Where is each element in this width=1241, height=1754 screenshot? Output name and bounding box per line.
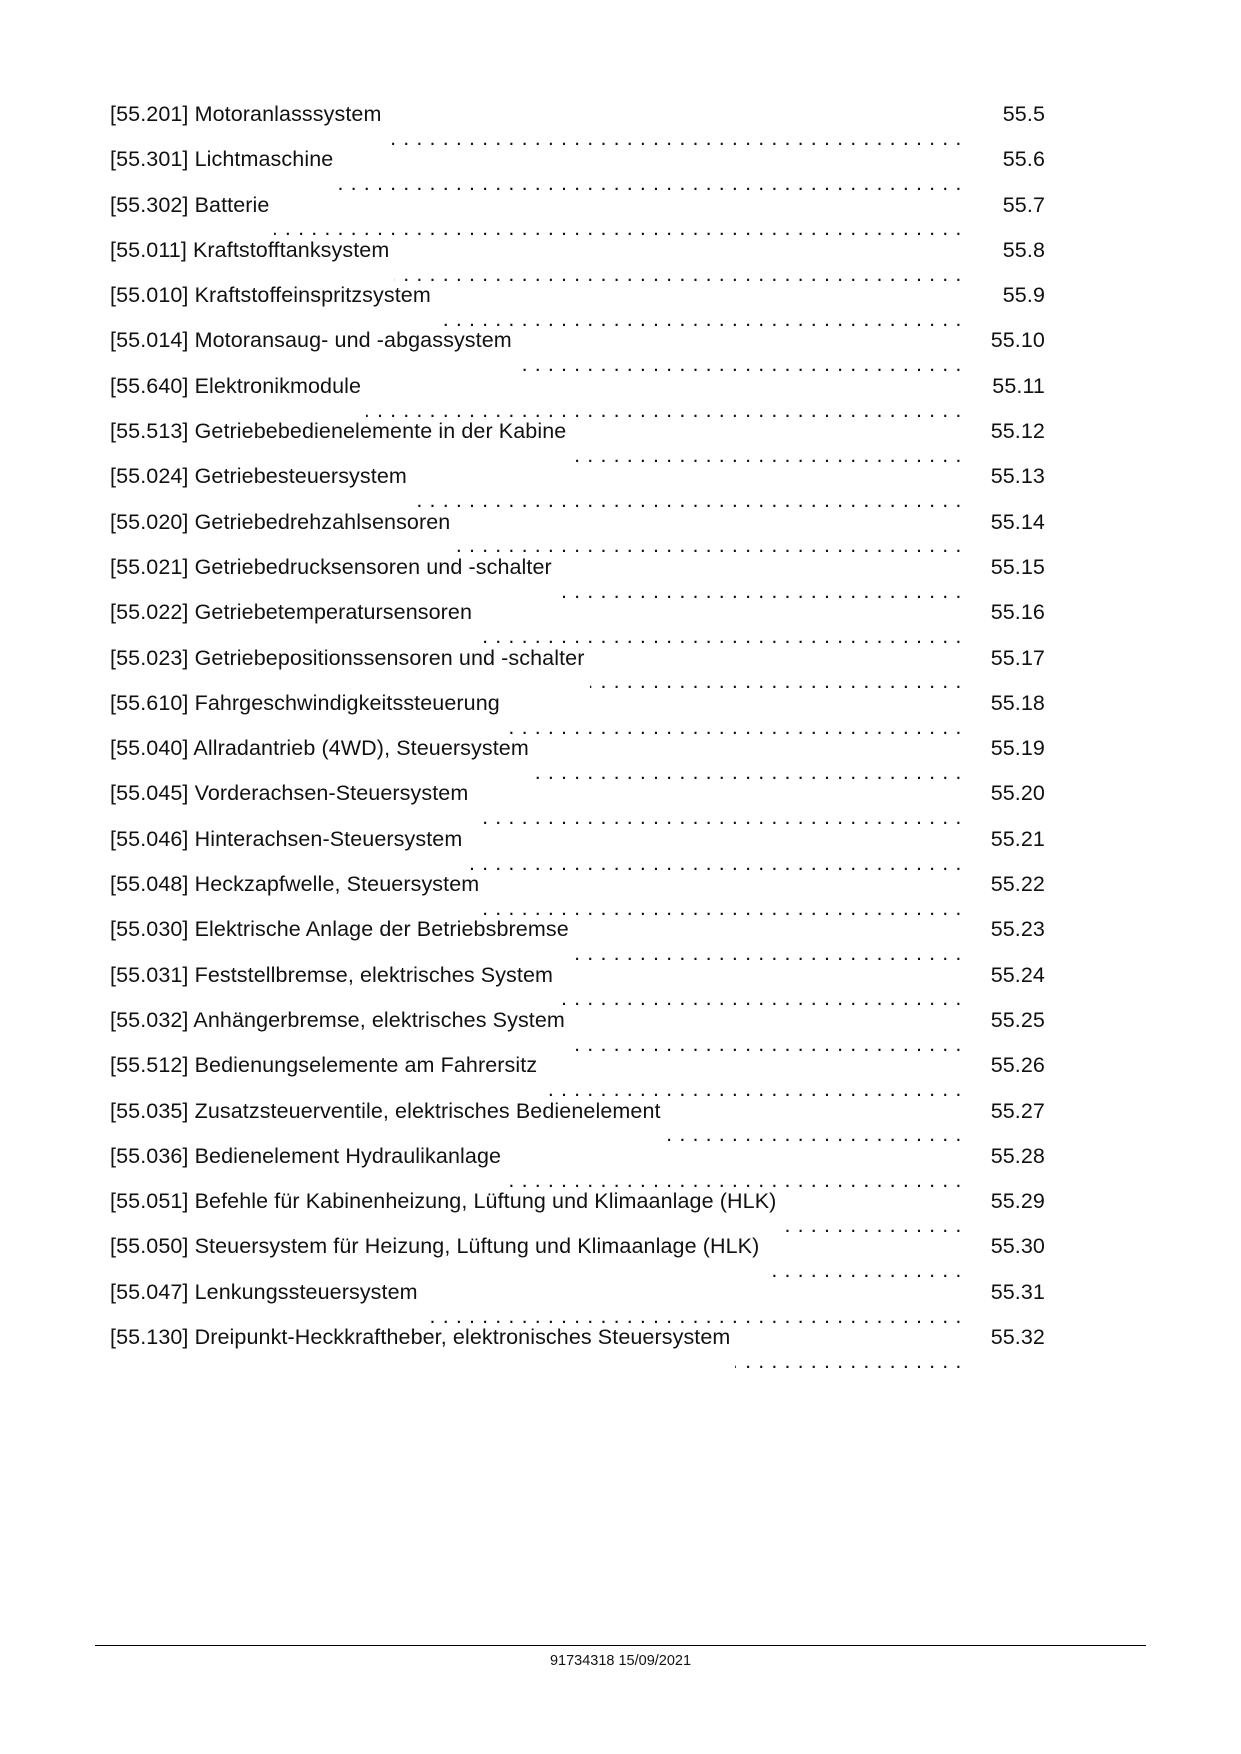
toc-leader-dots — [477, 626, 962, 648]
toc-leader-dots — [557, 581, 962, 603]
toc-entry-page-number: 55.16 — [990, 600, 1045, 625]
toc-entry[interactable] — [110, 466, 1045, 511]
toc-entry-page-number: 55.23 — [990, 917, 1045, 942]
toc-entry-label: [55.050] Steuersystem für Heizung, Lüftung und Klimaanlage (HLK) — [110, 1234, 760, 1259]
toc-entry-label: [55.023] Getriebepositionssensoren und -schalter — [110, 645, 585, 670]
toc-entry-page-number: 55.25 — [990, 1007, 1045, 1032]
toc-entry[interactable] — [110, 1279, 1045, 1327]
toc-leader-dots — [467, 853, 962, 875]
toc-entry-page-number: 55.29 — [990, 1189, 1045, 1214]
toc-entry[interactable] — [110, 1327, 1045, 1372]
toc-leader-dots — [505, 717, 962, 739]
toc-leader-dots — [558, 988, 962, 1010]
toc-entry-page-number: 55.30 — [990, 1234, 1045, 1259]
toc-entry[interactable] — [110, 738, 1045, 783]
toc-entry-page-number: 55.27 — [990, 1098, 1045, 1123]
toc-entry-label: [55.010] Kraftstoffeinspritzsystem — [110, 283, 431, 308]
toc-entry[interactable] — [110, 285, 1045, 330]
toc-entry-label: [55.046] Hinterachsen-Steuersystem — [110, 826, 463, 851]
toc-entry-label: [55.047] Lenkungssteuersystem — [110, 1279, 418, 1304]
toc-leader-dots — [764, 1260, 962, 1282]
toc-entry-label: [55.640] Elektronikmodule — [110, 373, 362, 398]
toc-leader-dots — [542, 1079, 962, 1101]
toc-entry-page-number: 55.32 — [990, 1325, 1045, 1350]
toc-entry[interactable] — [110, 1007, 1045, 1055]
toc-entry-label: [55.610] Fahrgeschwindigkeitssteuerung — [110, 690, 500, 715]
toc-entry[interactable] — [110, 104, 1045, 149]
toc-leader-dots — [274, 218, 962, 240]
toc-entry-page-number: 55.26 — [990, 1053, 1045, 1078]
toc-entry-page-number: 55.21 — [990, 826, 1045, 851]
toc-entry[interactable] — [110, 421, 1045, 466]
toc-entry-page-number: 55.6 — [1002, 147, 1045, 172]
toc-leader-dots — [423, 1306, 962, 1328]
toc-leader-dots — [386, 128, 962, 150]
toc-entry[interactable] — [110, 1191, 1045, 1236]
footer-divider — [95, 1645, 1146, 1646]
toc-entry-label: [55.020] Getriebedrehzahlsensoren — [110, 509, 451, 534]
toc-entry-label: [55.011] Kraftstofftanksystem — [110, 237, 390, 262]
toc-entry-label: [55.130] Dreipunkt-Heckkraftheber, elektronisches Steuersystem — [110, 1325, 731, 1350]
toc-entry[interactable] — [110, 962, 1045, 1010]
footer-text: 91734318 15/09/2021 — [549, 1652, 692, 1669]
toc-entry-label: [55.513] Getriebebedienelemente in der Kabine — [110, 419, 567, 444]
toc-entry[interactable] — [110, 1098, 1045, 1146]
toc-leader-dots — [781, 1215, 962, 1237]
toc-entry-page-number: 55.28 — [990, 1143, 1045, 1168]
toc-entry[interactable] — [110, 645, 1045, 693]
toc-leader-dots — [436, 309, 962, 331]
toc-entry-label: [55.030] Elektrische Anlage der Betriebsbremse — [110, 917, 569, 942]
toc-entry-label: [55.201] Motoranlasssystem — [110, 102, 382, 126]
toc-entry[interactable] — [110, 149, 1045, 194]
toc-entry-label: [55.045] Vorderachsen-Steuersystem — [110, 781, 469, 806]
toc-entry-label: [55.301] Lichtmaschine — [110, 147, 334, 172]
toc-entry-page-number: 55.14 — [990, 509, 1045, 534]
toc-entry-page-number: 55.13 — [990, 464, 1045, 489]
toc-entry-label: [55.048] Heckzapfwelle, Steuersystem — [110, 872, 480, 897]
toc-leader-dots — [590, 671, 962, 693]
toc-entry-page-number: 55.17 — [990, 645, 1045, 670]
toc-leader-dots — [570, 1034, 962, 1056]
toc-entry[interactable] — [110, 1236, 1045, 1281]
toc-entry-label: [55.040] Allradantrieb (4WD), Steuersystem — [110, 736, 529, 761]
toc-entry[interactable] — [110, 554, 1045, 602]
toc-leader-dots — [666, 1124, 962, 1146]
toc-leader-dots — [338, 173, 962, 195]
toc-entry-page-number: 55.11 — [992, 373, 1045, 398]
toc-entry-page-number: 55.31 — [990, 1279, 1045, 1304]
toc-entry-page-number: 55.22 — [990, 872, 1045, 897]
toc-leader-dots — [473, 807, 962, 829]
toc-entry[interactable] — [110, 783, 1045, 828]
toc-leader-dots — [534, 762, 962, 784]
toc-leader-dots — [571, 445, 962, 467]
toc-leader-dots — [517, 354, 962, 376]
toc-entry[interactable] — [110, 602, 1045, 647]
toc-entry-label: [55.014] Motoransaug- und -abgassystem — [110, 328, 512, 353]
toc-entry-page-number: 55.19 — [990, 736, 1045, 761]
toc-leader-dots — [735, 1351, 962, 1373]
toc-entry[interactable] — [110, 690, 1045, 738]
toc-entry-page-number: 55.7 — [1002, 192, 1045, 217]
toc-entry[interactable] — [110, 1055, 1045, 1100]
toc-entry-label: [55.032] Anhängerbremse, elektrisches System — [110, 1007, 565, 1032]
toc-entry[interactable] — [110, 1143, 1045, 1191]
toc-entry-label: [55.035] Zusatzsteuerventile, elektrisches Bedienelement — [110, 1098, 661, 1123]
page-footer — [95, 1645, 1146, 1670]
toc-entry[interactable] — [110, 509, 1045, 557]
toc-leader-dots — [484, 898, 962, 920]
toc-leader-dots — [412, 490, 962, 512]
toc-entry-page-number: 55.9 — [1002, 283, 1045, 308]
toc-entry[interactable] — [110, 826, 1045, 874]
table-of-contents — [110, 104, 1045, 1372]
toc-entry[interactable] — [110, 373, 1045, 421]
toc-entry[interactable] — [110, 330, 1045, 375]
toc-entry-page-number: 55.5 — [1002, 102, 1045, 126]
toc-entry[interactable] — [110, 919, 1045, 964]
toc-entry-label: [55.036] Bedienelement Hydraulikanlage — [110, 1143, 502, 1168]
toc-leader-dots — [574, 943, 962, 965]
toc-entry-label: [55.512] Bedienungselemente am Fahrersitz — [110, 1053, 538, 1078]
toc-entry[interactable] — [110, 874, 1045, 919]
toc-entry-page-number: 55.10 — [990, 328, 1045, 353]
toc-entry-label: [55.051] Befehle für Kabinenheizung, Lüftung und Klimaanlage (HLK) — [110, 1189, 777, 1214]
toc-entry-page-number: 55.12 — [990, 419, 1045, 444]
toc-entry-page-number: 55.15 — [990, 554, 1045, 579]
toc-entry[interactable] — [110, 237, 1045, 285]
toc-entry-label: [55.022] Getriebetemperatursensoren — [110, 600, 473, 625]
toc-entry-page-number: 55.20 — [990, 781, 1045, 806]
toc-leader-dots — [394, 264, 962, 286]
toc-entry-page-number: 55.24 — [990, 962, 1045, 987]
toc-entry-label: [55.031] Feststellbremse, elektrisches System — [110, 962, 554, 987]
toc-leader-dots — [455, 535, 962, 557]
toc-entry-label: [55.024] Getriebesteuersystem — [110, 464, 407, 489]
toc-entry-label: [55.021] Getriebedrucksensoren und -schalter — [110, 554, 552, 579]
toc-entry[interactable] — [110, 192, 1045, 240]
toc-leader-dots — [366, 400, 962, 422]
toc-entry-page-number: 55.18 — [990, 690, 1045, 715]
toc-leader-dots — [506, 1170, 962, 1192]
toc-entry-page-number: 55.8 — [1002, 237, 1045, 262]
toc-entry-label: [55.302] Batterie — [110, 192, 270, 217]
